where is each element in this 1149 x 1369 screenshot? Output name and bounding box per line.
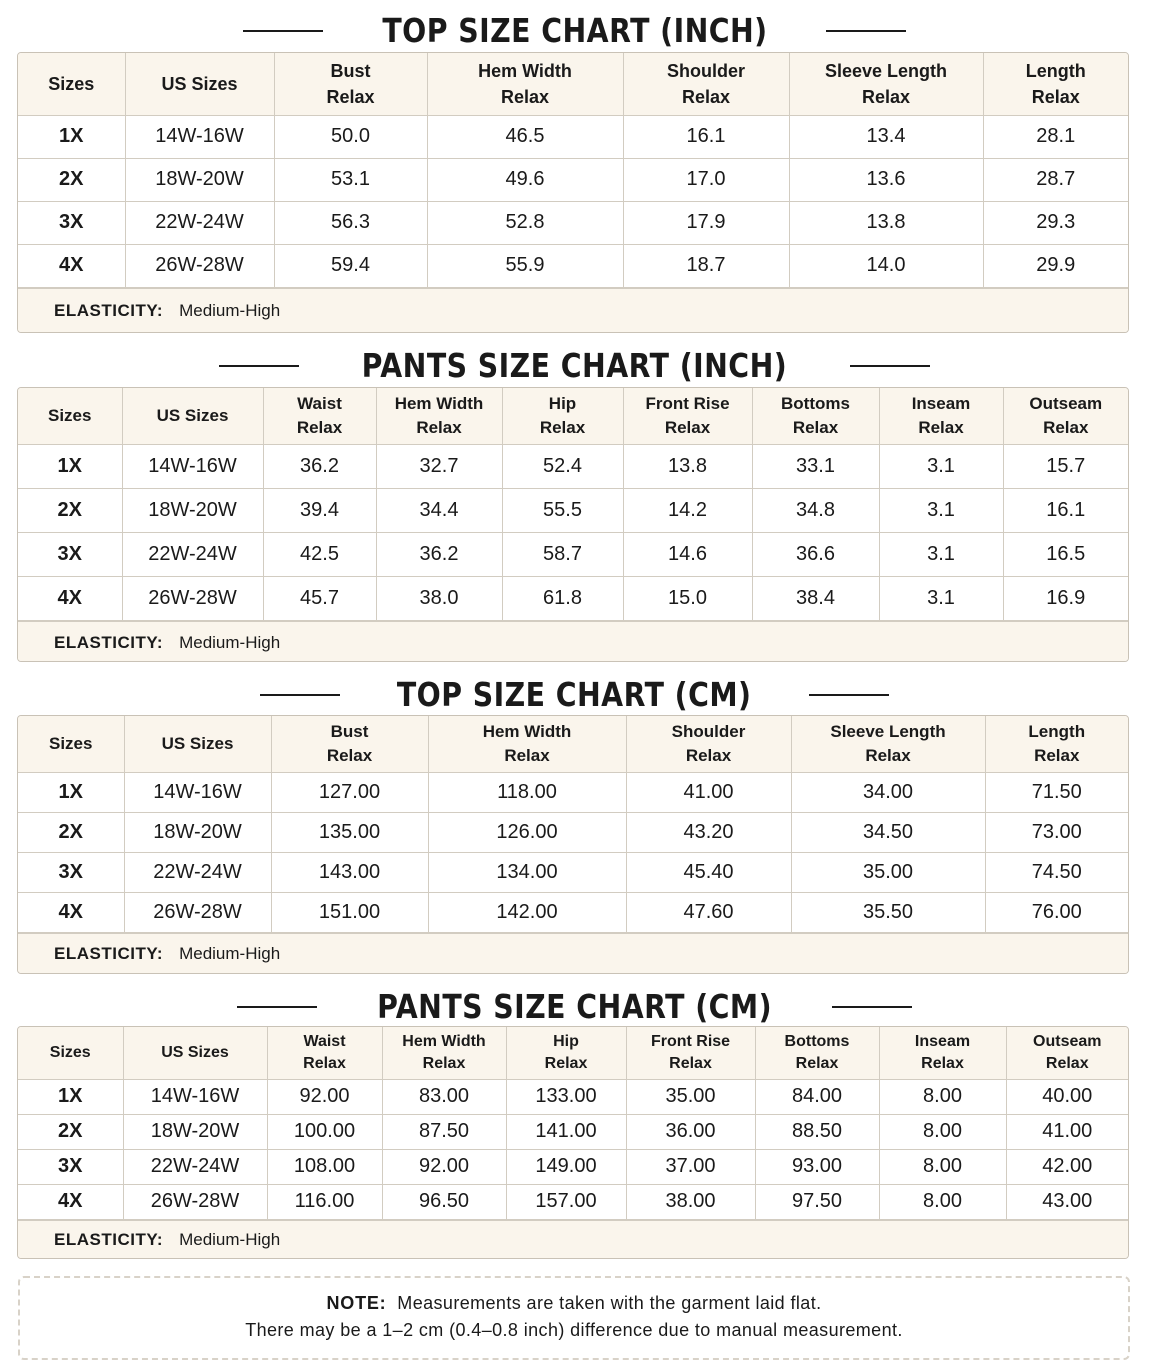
value-cell: 92.00 <box>382 1149 506 1184</box>
value-cell: 16.5 <box>1003 532 1128 576</box>
title-rule-right <box>832 1006 912 1008</box>
value-cell: 100.00 <box>267 1114 382 1149</box>
table-header <box>18 53 1128 115</box>
header-cell: Hem Width Relax <box>428 716 626 772</box>
value-cell: 3.1 <box>879 576 1003 620</box>
elasticity-row <box>18 1220 1128 1259</box>
value-cell: 43.00 <box>1006 1184 1128 1219</box>
value-cell: 41.00 <box>1006 1114 1128 1149</box>
value-cell: 13.4 <box>789 115 983 158</box>
us-size-cell: 14W-16W <box>122 444 263 488</box>
elasticity-value: Medium-High <box>179 633 281 652</box>
value-cell: 14.2 <box>623 488 752 532</box>
value-cell: 8.00 <box>879 1149 1006 1184</box>
value-cell: 92.00 <box>267 1079 382 1114</box>
value-cell: 33.1 <box>752 444 879 488</box>
value-cell: 3.1 <box>879 444 1003 488</box>
elasticity-label: ELASTICITY: <box>54 1229 164 1249</box>
table-row <box>18 488 1128 532</box>
value-cell: 28.1 <box>983 115 1128 158</box>
value-cell: 36.00 <box>626 1114 755 1149</box>
value-cell: 87.50 <box>382 1114 506 1149</box>
value-cell: 134.00 <box>428 852 626 892</box>
table-row <box>18 201 1128 244</box>
value-cell: 8.00 <box>879 1184 1006 1219</box>
value-cell: 15.0 <box>623 576 752 620</box>
title-rule-right <box>826 30 906 32</box>
us-size-cell: 18W-20W <box>122 488 263 532</box>
us-size-cell: 14W-16W <box>124 772 271 812</box>
value-cell: 49.6 <box>427 158 623 201</box>
note-text-1: Measurements are taken with the garment laid flat. <box>397 1293 822 1313</box>
value-cell: 83.00 <box>382 1079 506 1114</box>
value-cell: 43.20 <box>626 812 791 852</box>
value-cell: 46.5 <box>427 115 623 158</box>
table-row <box>18 158 1128 201</box>
value-cell: 37.00 <box>626 1149 755 1184</box>
elasticity-value: Medium-High <box>179 301 281 320</box>
table-row <box>18 1114 1128 1149</box>
table-header <box>18 1027 1128 1079</box>
value-cell: 39.4 <box>263 488 376 532</box>
size-cell: 4X <box>18 1184 123 1219</box>
value-cell: 127.00 <box>271 772 428 812</box>
value-cell: 36.6 <box>752 532 879 576</box>
top-inch-chart <box>17 52 1129 333</box>
size-cell: 4X <box>18 244 125 287</box>
header-cell: Front Rise Relax <box>623 388 752 444</box>
header-cell: Front Rise Relax <box>626 1027 755 1079</box>
table-row <box>18 1184 1128 1219</box>
value-cell: 8.00 <box>879 1114 1006 1149</box>
value-cell: 142.00 <box>428 892 626 932</box>
title-rule-left <box>243 30 323 32</box>
value-cell: 34.50 <box>791 812 985 852</box>
elasticity-label: ELASTICITY: <box>54 633 164 652</box>
us-size-cell: 14W-16W <box>125 115 274 158</box>
us-size-cell: 22W-24W <box>122 532 263 576</box>
size-table <box>18 1027 1128 1220</box>
header-cell: Bust Relax <box>274 53 427 115</box>
header-cell: US Sizes <box>123 1027 267 1079</box>
header-cell: Hip Relax <box>506 1027 626 1079</box>
value-cell: 133.00 <box>506 1079 626 1114</box>
header-cell: Bottoms Relax <box>755 1027 879 1079</box>
header-cell: Hem Width Relax <box>427 53 623 115</box>
value-cell: 96.50 <box>382 1184 506 1219</box>
value-cell: 8.00 <box>879 1079 1006 1114</box>
elasticity-row <box>18 621 1128 663</box>
table-row <box>18 852 1128 892</box>
value-cell: 15.7 <box>1003 444 1128 488</box>
value-cell: 34.00 <box>791 772 985 812</box>
us-size-cell: 22W-24W <box>125 201 274 244</box>
size-table <box>18 53 1128 288</box>
us-size-cell: 18W-20W <box>124 812 271 852</box>
value-cell: 84.00 <box>755 1079 879 1114</box>
value-cell: 35.50 <box>791 892 985 932</box>
value-cell: 45.40 <box>626 852 791 892</box>
value-cell: 34.8 <box>752 488 879 532</box>
section-title <box>0 673 1149 715</box>
header-cell: Shoulder Relax <box>623 53 789 115</box>
header-row <box>18 53 1128 115</box>
value-cell: 149.00 <box>506 1149 626 1184</box>
value-cell: 28.7 <box>983 158 1128 201</box>
value-cell: 143.00 <box>271 852 428 892</box>
table-header <box>18 716 1128 772</box>
value-cell: 59.4 <box>274 244 427 287</box>
value-cell: 76.00 <box>985 892 1128 932</box>
value-cell: 55.5 <box>502 488 623 532</box>
value-cell: 16.9 <box>1003 576 1128 620</box>
table-row <box>18 532 1128 576</box>
pants-inch-chart <box>17 387 1129 662</box>
header-cell: Shoulder Relax <box>626 716 791 772</box>
value-cell: 52.4 <box>502 444 623 488</box>
header-cell: US Sizes <box>124 716 271 772</box>
top-inch-title: TOP SIZE CHART (INCH) <box>381 10 768 50</box>
header-cell: Waist Relax <box>267 1027 382 1079</box>
size-table <box>18 716 1128 933</box>
value-cell: 45.7 <box>263 576 376 620</box>
value-cell: 88.50 <box>755 1114 879 1149</box>
value-cell: 29.3 <box>983 201 1128 244</box>
table-row <box>18 1079 1128 1114</box>
value-cell: 14.0 <box>789 244 983 287</box>
value-cell: 61.8 <box>502 576 623 620</box>
size-cell: 3X <box>18 532 122 576</box>
header-row <box>18 388 1128 444</box>
value-cell: 135.00 <box>271 812 428 852</box>
size-table <box>18 388 1128 621</box>
value-cell: 38.00 <box>626 1184 755 1219</box>
value-cell: 35.00 <box>791 852 985 892</box>
value-cell: 41.00 <box>626 772 791 812</box>
header-cell: Length Relax <box>985 716 1128 772</box>
header-cell: Hip Relax <box>502 388 623 444</box>
value-cell: 13.8 <box>623 444 752 488</box>
size-cell: 1X <box>18 772 124 812</box>
note-line-1 <box>20 1290 1128 1317</box>
size-cell: 2X <box>18 812 124 852</box>
value-cell: 16.1 <box>1003 488 1128 532</box>
size-cell: 1X <box>18 444 122 488</box>
value-cell: 157.00 <box>506 1184 626 1219</box>
value-cell: 3.1 <box>879 532 1003 576</box>
value-cell: 38.4 <box>752 576 879 620</box>
value-cell: 56.3 <box>274 201 427 244</box>
size-cell: 1X <box>18 1079 123 1114</box>
us-size-cell: 26W-28W <box>125 244 274 287</box>
pants-cm-chart <box>17 1026 1129 1259</box>
size-cell: 4X <box>18 576 122 620</box>
value-cell: 71.50 <box>985 772 1128 812</box>
value-cell: 151.00 <box>271 892 428 932</box>
header-row <box>18 1027 1128 1079</box>
size-cell: 3X <box>18 852 124 892</box>
table-row <box>18 444 1128 488</box>
elasticity-row <box>18 933 1128 974</box>
value-cell: 116.00 <box>267 1184 382 1219</box>
value-cell: 29.9 <box>983 244 1128 287</box>
title-rule-right <box>809 694 889 696</box>
value-cell: 47.60 <box>626 892 791 932</box>
header-cell: Sizes <box>18 1027 123 1079</box>
value-cell: 55.9 <box>427 244 623 287</box>
title-rule-left <box>237 1006 317 1008</box>
pants-cm-title: PANTS SIZE CHART (CM) <box>377 986 772 1026</box>
header-cell: Inseam Relax <box>879 388 1003 444</box>
value-cell: 126.00 <box>428 812 626 852</box>
elasticity-label: ELASTICITY: <box>54 301 164 320</box>
table-header <box>18 388 1128 444</box>
us-size-cell: 26W-28W <box>122 576 263 620</box>
us-size-cell: 26W-28W <box>123 1184 267 1219</box>
table-row <box>18 772 1128 812</box>
us-size-cell: 18W-20W <box>125 158 274 201</box>
header-cell: Outseam Relax <box>1006 1027 1128 1079</box>
top-cm-chart <box>17 715 1129 974</box>
header-cell: Bust Relax <box>271 716 428 772</box>
us-size-cell: 22W-24W <box>123 1149 267 1184</box>
header-cell: Sleeve Length Relax <box>791 716 985 772</box>
section-title <box>0 985 1149 1027</box>
header-cell: Outseam Relax <box>1003 388 1128 444</box>
pants-inch-title: PANTS SIZE CHART (INCH) <box>361 345 788 385</box>
header-cell: Bottoms Relax <box>752 388 879 444</box>
title-rule-right <box>850 365 930 367</box>
us-size-cell: 14W-16W <box>123 1079 267 1114</box>
size-cell: 2X <box>18 1114 123 1149</box>
table-row <box>18 576 1128 620</box>
value-cell: 17.9 <box>623 201 789 244</box>
value-cell: 93.00 <box>755 1149 879 1184</box>
section-title <box>0 9 1149 51</box>
value-cell: 52.8 <box>427 201 623 244</box>
size-cell: 4X <box>18 892 124 932</box>
note-label: NOTE: <box>326 1293 387 1313</box>
note-line-2: There may be a 1–2 cm (0.4–0.8 inch) difference due to manual measurement. <box>245 1320 903 1340</box>
value-cell: 108.00 <box>267 1149 382 1184</box>
table-row <box>18 1149 1128 1184</box>
size-cell: 1X <box>18 115 125 158</box>
size-cell: 3X <box>18 1149 123 1184</box>
value-cell: 18.7 <box>623 244 789 287</box>
size-cell: 3X <box>18 201 125 244</box>
us-size-cell: 18W-20W <box>123 1114 267 1149</box>
value-cell: 58.7 <box>502 532 623 576</box>
header-cell: US Sizes <box>125 53 274 115</box>
header-cell: Sizes <box>18 716 124 772</box>
value-cell: 3.1 <box>879 488 1003 532</box>
value-cell: 74.50 <box>985 852 1128 892</box>
value-cell: 36.2 <box>376 532 502 576</box>
value-cell: 38.0 <box>376 576 502 620</box>
elasticity-row <box>18 288 1128 334</box>
elasticity-value: Medium-High <box>179 1229 281 1249</box>
top-cm-title: TOP SIZE CHART (CM) <box>397 674 752 714</box>
value-cell: 50.0 <box>274 115 427 158</box>
value-cell: 17.0 <box>623 158 789 201</box>
header-cell: Sleeve Length Relax <box>789 53 983 115</box>
title-rule-left <box>260 694 340 696</box>
value-cell: 34.4 <box>376 488 502 532</box>
value-cell: 53.1 <box>274 158 427 201</box>
header-cell: Inseam Relax <box>879 1027 1006 1079</box>
value-cell: 141.00 <box>506 1114 626 1149</box>
header-cell: Sizes <box>18 53 125 115</box>
value-cell: 14.6 <box>623 532 752 576</box>
value-cell: 13.6 <box>789 158 983 201</box>
measurement-note <box>18 1276 1130 1360</box>
table-row <box>18 244 1128 287</box>
elasticity-label: ELASTICITY: <box>54 943 164 963</box>
value-cell: 40.00 <box>1006 1079 1128 1114</box>
value-cell: 97.50 <box>755 1184 879 1219</box>
value-cell: 35.00 <box>626 1079 755 1114</box>
section-title <box>0 344 1149 386</box>
size-cell: 2X <box>18 158 125 201</box>
header-cell: Length Relax <box>983 53 1128 115</box>
title-rule-left <box>219 365 299 367</box>
value-cell: 42.00 <box>1006 1149 1128 1184</box>
value-cell: 42.5 <box>263 532 376 576</box>
value-cell: 73.00 <box>985 812 1128 852</box>
header-cell: Waist Relax <box>263 388 376 444</box>
header-cell: Hem Width Relax <box>382 1027 506 1079</box>
header-cell: Hem Width Relax <box>376 388 502 444</box>
table-row <box>18 812 1128 852</box>
elasticity-value: Medium-High <box>179 943 281 963</box>
value-cell: 36.2 <box>263 444 376 488</box>
value-cell: 118.00 <box>428 772 626 812</box>
table-row <box>18 892 1128 932</box>
size-cell: 2X <box>18 488 122 532</box>
table-row <box>18 115 1128 158</box>
header-cell: Sizes <box>18 388 122 444</box>
value-cell: 13.8 <box>789 201 983 244</box>
header-cell: US Sizes <box>122 388 263 444</box>
us-size-cell: 26W-28W <box>124 892 271 932</box>
us-size-cell: 22W-24W <box>124 852 271 892</box>
header-row <box>18 716 1128 772</box>
value-cell: 32.7 <box>376 444 502 488</box>
value-cell: 16.1 <box>623 115 789 158</box>
